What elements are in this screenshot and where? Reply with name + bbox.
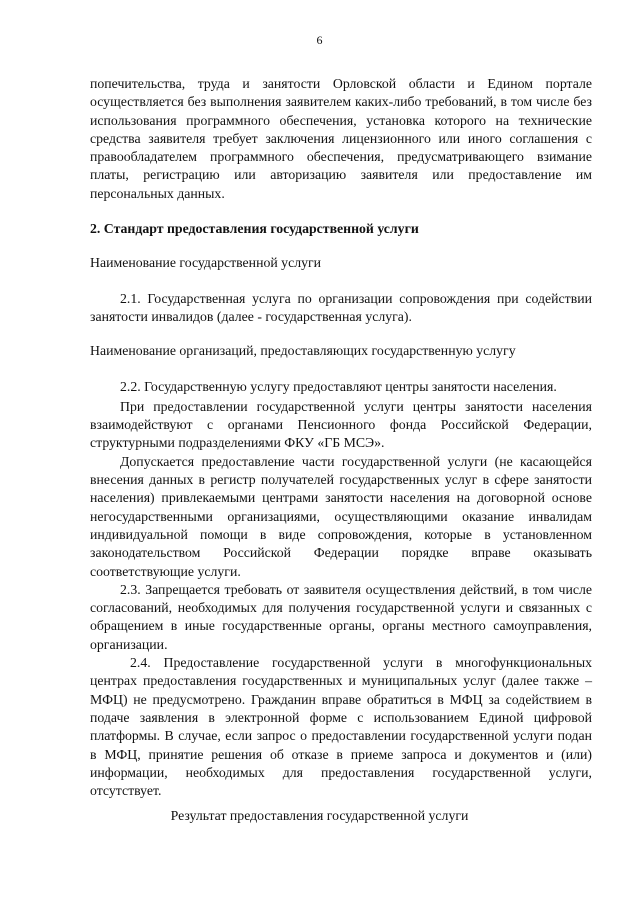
document-body [90, 75, 592, 800]
subheading-organizations: Наименование организаций, предоставляющих государственную услугу [90, 343, 516, 359]
paragraph-allowed: Допускается предоставление части государственной услуги (не касающейся внесения данных в регистр получателей государственных услуг в сфере занятости населения) привлекаемыми центрами занятости населения на договорной основе негосударственными организациями, осуществляющими оказание инвалидам индивидуальной помощи в виде сопровождения, которые в установленном законодательством Российской Федерации порядке вправе оказывать соответствующие услуги. [90, 453, 592, 579]
subheading-service-name: Наименование государственной услуги [90, 255, 322, 271]
paragraph-2-1: 2.1. Государственная услуга по организации сопровождения при содействии занятости инвалидов (далее - государственная услуга). [90, 290, 592, 324]
paragraph-interaction: При предоставлении государственной услуги центры занятости населения взаимодействуют с органами Пенсионного фонда Российской Федерации, структурными подразделениями ФКУ «ГБ МСЭ». [90, 398, 592, 451]
paragraph-2-2: 2.2. Государственную услугу предоставляют центры занятости населения. [120, 378, 557, 394]
section-title: 2. Стандарт предоставления государственной услуги [90, 221, 419, 237]
page-number: 6 [316, 33, 323, 47]
paragraph-2-4: 2.4. Предоставление государственной услуги в многофункциональных центрах предоставления государственных и муниципальных услуг (далее также – МФЦ) не предусмотрено. Гражданин вправе обратиться в МФЦ за содействием в подаче заявления в электронной форме с использованием Единой цифровой платформы. В случае, если запрос о предоставлении государственной услуги подан в МФЦ, принятие решения об отказе в приеме запроса и документов и (или) информации, необходимых для предоставления государственной услуги, отсутствует. [90, 655, 592, 799]
subheading-result: Результат предоставления государственной услуги [170, 808, 469, 823]
intro-paragraph: попечительства, труда и занятости Орловской области и Едином портале осуществляется без выполнения заявителем каких-либо требований, в том числе без использования программного обеспечения, установка которого на технические средства заявителя требует заключения лицензионного или иного соглашения с правообладателем программного обеспечения, предусматривающего взимание платы, регистрацию или авторизацию заявителя или предоставление им персональных данных. [90, 76, 592, 201]
paragraph-2-3: 2.3. Запрещается требовать от заявителя осуществления действий, в том числе согласований, необходимых для получения государственной услуги и связанных с обращением в иные государственные органы, органы местного самоуправления, организации. [90, 581, 592, 652]
